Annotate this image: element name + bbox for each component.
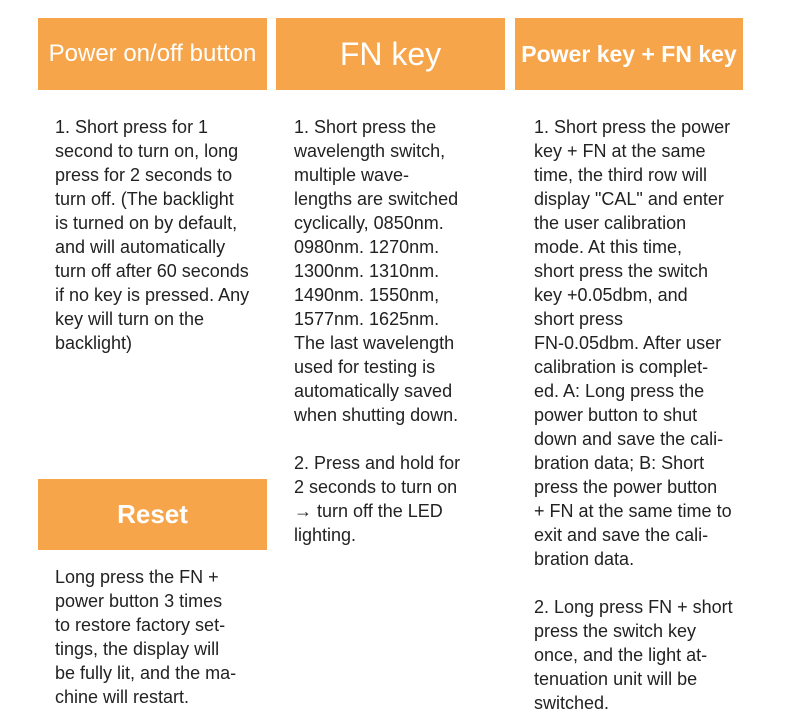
text-line: → turn off the LED bbox=[294, 501, 443, 521]
text-line: 2 seconds to turn on bbox=[294, 477, 458, 497]
text-line: second to turn on, long bbox=[55, 141, 239, 161]
paragraph-gap bbox=[534, 571, 733, 595]
reset-title: Reset bbox=[117, 499, 188, 529]
text-line: press for 2 seconds to bbox=[55, 165, 233, 185]
text-line: switched. bbox=[534, 693, 610, 713]
text-line: 1490nm. 1550nm, bbox=[294, 285, 440, 305]
reset-description bbox=[55, 565, 236, 709]
text-line: key will turn on the bbox=[55, 309, 205, 329]
text-line: wavelength switch, bbox=[294, 141, 446, 161]
text-line: 1577nm. 1625nm. bbox=[294, 309, 440, 329]
text-line: be fully lit, and the ma- bbox=[55, 663, 237, 683]
text-line: turn off. (The backlight bbox=[55, 189, 234, 209]
paragraph-gap bbox=[294, 427, 460, 451]
text-line: lighting. bbox=[294, 525, 357, 545]
fn-key-description bbox=[294, 115, 460, 547]
text-line: turn off after 60 seconds bbox=[55, 261, 249, 281]
reset-header bbox=[38, 479, 267, 550]
text-line: display "CAL" and enter bbox=[534, 189, 724, 209]
text-line: the user calibration bbox=[534, 213, 687, 233]
text-line: power button 3 times bbox=[55, 591, 223, 611]
text-line: down and save the cali- bbox=[534, 429, 724, 449]
power-fn-key-title: Power key + FN key bbox=[521, 40, 737, 67]
text-line: ed. A: Long press the bbox=[534, 381, 705, 401]
text-line: time, the third row will bbox=[534, 165, 708, 185]
fn-key-header bbox=[276, 18, 505, 90]
fn-key-title: FN key bbox=[339, 35, 442, 72]
power-button-description bbox=[55, 115, 249, 355]
text-line: key +0.05dbm, and bbox=[534, 285, 688, 305]
text-line: tings, the display will bbox=[55, 639, 220, 659]
power-fn-key-description bbox=[534, 115, 733, 715]
text-line: when shutting down. bbox=[294, 405, 459, 425]
text-line: 1300nm. 1310nm. bbox=[294, 261, 440, 281]
text-line: and will automatically bbox=[55, 237, 226, 257]
text-line: + FN at the same time to bbox=[534, 501, 732, 521]
text-line: calibration is complet- bbox=[534, 357, 709, 377]
text-line: FN-0.05dbm. After user bbox=[534, 333, 722, 353]
text-line: Long press the FN + bbox=[55, 567, 219, 587]
text-line: multiple wave- bbox=[294, 165, 410, 185]
text-line: The last wavelength bbox=[294, 333, 455, 353]
text-line: tenuation unit will be bbox=[534, 669, 698, 689]
text-line: 2. Press and hold for bbox=[294, 453, 461, 473]
text-line: 1. Short press the power bbox=[534, 117, 731, 137]
text-line: chine will restart. bbox=[55, 687, 190, 707]
text-line: 1. Short press for 1 bbox=[55, 117, 209, 137]
text-line: 2. Long press FN + short bbox=[534, 597, 733, 617]
text-line: press the power button bbox=[534, 477, 718, 497]
text-line: if no key is pressed. Any bbox=[55, 285, 250, 305]
text-line: 1. Short press the bbox=[294, 117, 437, 137]
text-line: bration data; B: Short bbox=[534, 453, 705, 473]
text-line: 0980nm. 1270nm. bbox=[294, 237, 440, 257]
text-line: backlight) bbox=[55, 333, 133, 353]
text-line: key + FN at the same bbox=[534, 141, 706, 161]
text-line: bration data. bbox=[534, 549, 635, 569]
text-line: is turned on by default, bbox=[55, 213, 238, 233]
text-line: used for testing is bbox=[294, 357, 436, 377]
text-line: press the switch key bbox=[534, 621, 697, 641]
text-line: exit and save the cali- bbox=[534, 525, 709, 545]
power-button-title: Power on/off button bbox=[48, 40, 257, 67]
text-line: short press the switch bbox=[534, 261, 709, 281]
text-line: mode. At this time, bbox=[534, 237, 683, 257]
text-line: once, and the light at- bbox=[534, 645, 708, 665]
text-line: lengths are switched bbox=[294, 189, 459, 209]
text-line: cyclically, 0850nm. bbox=[294, 213, 444, 233]
text-line: automatically saved bbox=[294, 381, 453, 401]
power-fn-key-header bbox=[515, 18, 743, 90]
text-line: to restore factory set- bbox=[55, 615, 226, 635]
text-line: power button to shut bbox=[534, 405, 698, 425]
text-line: short press bbox=[534, 309, 624, 329]
power-button-header bbox=[38, 18, 267, 90]
